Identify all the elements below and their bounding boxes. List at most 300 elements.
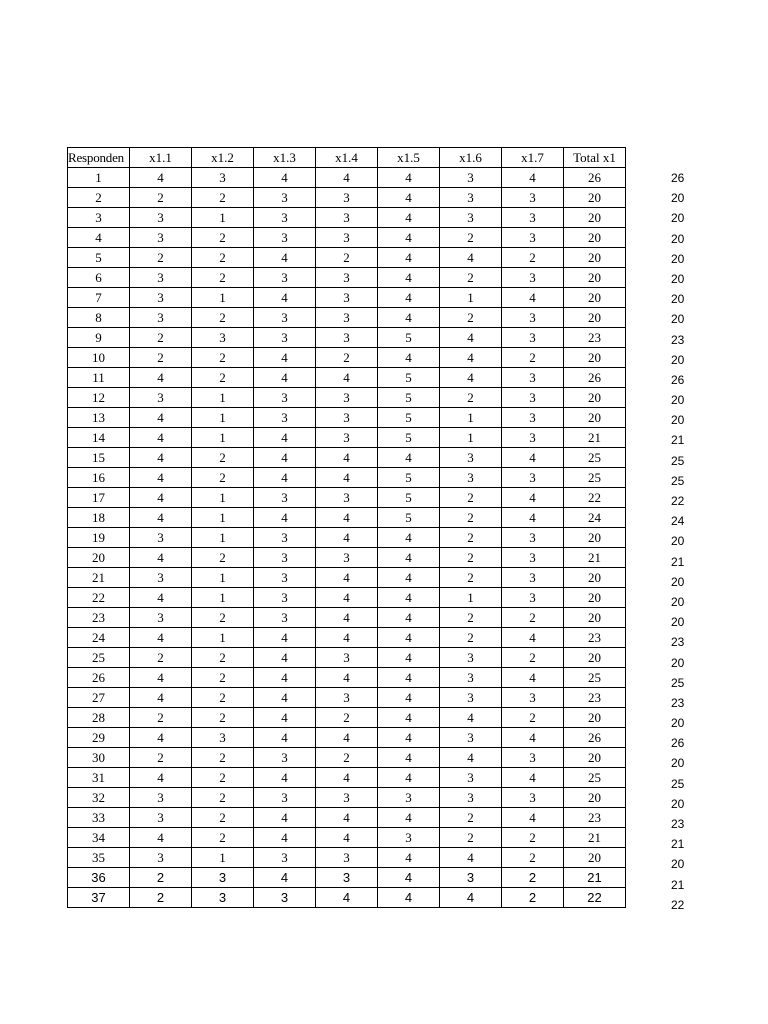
cell-x1-2: 1 (192, 208, 254, 228)
cell-x1-7: 3 (502, 208, 564, 228)
cell-x1-5: 4 (378, 608, 440, 628)
cell-x1-7: 3 (502, 688, 564, 708)
cell-x1-2: 2 (192, 608, 254, 628)
cell-total-x1: 25 (564, 768, 626, 788)
cell-x1-4: 3 (316, 408, 378, 428)
cell-x1-4: 4 (316, 468, 378, 488)
cell-x1-4: 4 (316, 448, 378, 468)
cell-x1-5: 4 (378, 588, 440, 608)
table-row (68, 208, 626, 228)
cell-x1-5: 4 (378, 568, 440, 588)
table-row (68, 268, 626, 288)
cell-x1-2: 2 (192, 248, 254, 268)
table-row (68, 768, 626, 788)
cell-x1-2: 2 (192, 688, 254, 708)
cell-x1-7: 3 (502, 388, 564, 408)
cell-x1-3: 4 (254, 508, 316, 528)
table-row (68, 588, 626, 608)
cell-x1-5: 5 (378, 428, 440, 448)
cell-x1-3: 3 (254, 788, 316, 808)
cell-total-x1: 20 (564, 188, 626, 208)
table-row (68, 528, 626, 548)
cell-x1-7: 3 (502, 368, 564, 388)
cell-x1-3: 4 (254, 648, 316, 668)
table-row (68, 888, 626, 908)
cell-x1-2: 2 (192, 748, 254, 768)
cell-x1-1: 4 (130, 588, 192, 608)
cell-x1-1: 4 (130, 728, 192, 748)
cell-x1-2: 1 (192, 388, 254, 408)
cell-x1-5: 4 (378, 188, 440, 208)
cell-x1-1: 2 (130, 348, 192, 368)
cell-x1-1: 4 (130, 168, 192, 188)
cell-x1-1: 4 (130, 828, 192, 848)
cell-total-x1: 21 (564, 828, 626, 848)
cell-x1-3: 3 (254, 488, 316, 508)
cell-x1-4: 2 (316, 348, 378, 368)
cell-x1-3: 4 (254, 428, 316, 448)
cell-x1-5: 4 (378, 668, 440, 688)
table-row (68, 688, 626, 708)
table-row (68, 748, 626, 768)
cell-x1-1: 4 (130, 548, 192, 568)
cell-x1-1: 3 (130, 228, 192, 248)
cell-total-x1: 21 (564, 428, 626, 448)
cell-x1-3: 4 (254, 368, 316, 388)
cell-x1-6: 2 (440, 488, 502, 508)
cell-x1-2: 1 (192, 628, 254, 648)
header-x1-2: x1.2 (192, 148, 254, 168)
cell-responden: 22 (68, 588, 130, 608)
cell-responden: 23 (68, 608, 130, 628)
cell-x1-5: 4 (378, 308, 440, 328)
cell-x1-2: 2 (192, 448, 254, 468)
cell-responden: 21 (68, 568, 130, 588)
cell-x1-6: 3 (440, 188, 502, 208)
side-total-value: 20 (671, 271, 685, 286)
cell-x1-7: 2 (502, 248, 564, 268)
table-row (68, 708, 626, 728)
cell-x1-4: 4 (316, 888, 378, 908)
cell-x1-3: 3 (254, 328, 316, 348)
cell-x1-2: 1 (192, 568, 254, 588)
header-total-x1: Total x1 (564, 148, 626, 168)
cell-x1-1: 3 (130, 788, 192, 808)
cell-x1-7: 2 (502, 888, 564, 908)
cell-total-x1: 21 (564, 548, 626, 568)
cell-x1-6: 3 (440, 868, 502, 888)
cell-x1-6: 1 (440, 408, 502, 428)
cell-x1-6: 1 (440, 588, 502, 608)
cell-x1-7: 3 (502, 588, 564, 608)
side-total-value: 21 (671, 433, 685, 448)
cell-x1-3: 3 (254, 748, 316, 768)
table-row (68, 508, 626, 528)
cell-x1-7: 3 (502, 428, 564, 448)
cell-x1-2: 1 (192, 288, 254, 308)
cell-x1-6: 3 (440, 688, 502, 708)
header-x1-3: x1.3 (254, 148, 316, 168)
cell-x1-3: 3 (254, 208, 316, 228)
cell-responden: 12 (68, 388, 130, 408)
table-row (68, 468, 626, 488)
cell-x1-1: 2 (130, 888, 192, 908)
cell-x1-5: 4 (378, 268, 440, 288)
cell-total-x1: 20 (564, 648, 626, 668)
cell-x1-4: 4 (316, 808, 378, 828)
cell-x1-1: 3 (130, 388, 192, 408)
side-total-value: 20 (671, 231, 685, 246)
cell-x1-4: 4 (316, 168, 378, 188)
cell-total-x1: 20 (564, 288, 626, 308)
cell-x1-7: 2 (502, 608, 564, 628)
cell-x1-6: 4 (440, 848, 502, 868)
cell-x1-1: 3 (130, 208, 192, 228)
cell-total-x1: 20 (564, 208, 626, 228)
cell-x1-6: 2 (440, 388, 502, 408)
cell-x1-1: 3 (130, 308, 192, 328)
cell-total-x1: 23 (564, 808, 626, 828)
cell-x1-4: 2 (316, 708, 378, 728)
cell-x1-7: 4 (502, 668, 564, 688)
table-row (68, 228, 626, 248)
cell-x1-5: 4 (378, 708, 440, 728)
table-row (68, 448, 626, 468)
cell-x1-1: 3 (130, 808, 192, 828)
cell-x1-3: 3 (254, 568, 316, 588)
cell-x1-5: 3 (378, 788, 440, 808)
cell-x1-7: 4 (502, 488, 564, 508)
cell-x1-1: 4 (130, 628, 192, 648)
cell-x1-4: 4 (316, 528, 378, 548)
cell-x1-6: 2 (440, 268, 502, 288)
cell-x1-6: 3 (440, 168, 502, 188)
table-row (68, 408, 626, 428)
cell-responden: 20 (68, 548, 130, 568)
cell-responden: 18 (68, 508, 130, 528)
side-total-value: 25 (671, 473, 685, 488)
cell-x1-3: 3 (254, 548, 316, 568)
table-row (68, 828, 626, 848)
cell-responden: 19 (68, 528, 130, 548)
cell-x1-4: 3 (316, 868, 378, 888)
side-total-value: 21 (671, 837, 685, 852)
cell-x1-4: 2 (316, 248, 378, 268)
side-total-value: 20 (671, 191, 685, 206)
side-total-value: 20 (671, 534, 685, 549)
cell-x1-4: 3 (316, 308, 378, 328)
cell-x1-1: 4 (130, 428, 192, 448)
cell-x1-1: 4 (130, 688, 192, 708)
table-row (68, 168, 626, 188)
cell-x1-6: 4 (440, 248, 502, 268)
cell-x1-6: 4 (440, 368, 502, 388)
cell-responden: 36 (68, 868, 130, 888)
cell-x1-1: 3 (130, 608, 192, 628)
cell-responden: 32 (68, 788, 130, 808)
cell-x1-7: 3 (502, 228, 564, 248)
cell-x1-2: 2 (192, 828, 254, 848)
cell-responden: 9 (68, 328, 130, 348)
cell-x1-5: 4 (378, 248, 440, 268)
cell-x1-3: 4 (254, 628, 316, 648)
cell-x1-2: 2 (192, 788, 254, 808)
cell-total-x1: 20 (564, 608, 626, 628)
cell-responden: 34 (68, 828, 130, 848)
cell-x1-5: 4 (378, 448, 440, 468)
cell-x1-4: 4 (316, 728, 378, 748)
cell-total-x1: 26 (564, 168, 626, 188)
cell-x1-4: 4 (316, 568, 378, 588)
cell-responden: 4 (68, 228, 130, 248)
side-total-value: 20 (671, 716, 685, 731)
header-x1-1: x1.1 (130, 148, 192, 168)
table-row (68, 788, 626, 808)
cell-x1-2: 3 (192, 868, 254, 888)
cell-x1-1: 2 (130, 328, 192, 348)
cell-x1-7: 3 (502, 528, 564, 548)
cell-x1-4: 3 (316, 488, 378, 508)
cell-x1-4: 3 (316, 228, 378, 248)
cell-x1-6: 3 (440, 668, 502, 688)
cell-responden: 35 (68, 848, 130, 868)
cell-total-x1: 20 (564, 388, 626, 408)
cell-x1-1: 4 (130, 488, 192, 508)
cell-x1-3: 3 (254, 388, 316, 408)
side-total-value: 25 (671, 453, 685, 468)
cell-responden: 5 (68, 248, 130, 268)
cell-x1-3: 4 (254, 768, 316, 788)
side-total-value: 23 (671, 332, 685, 347)
cell-x1-2: 2 (192, 268, 254, 288)
cell-x1-2: 2 (192, 308, 254, 328)
side-total-value: 20 (671, 594, 685, 609)
cell-x1-3: 3 (254, 608, 316, 628)
cell-total-x1: 23 (564, 328, 626, 348)
cell-x1-2: 2 (192, 768, 254, 788)
cell-x1-7: 2 (502, 868, 564, 888)
cell-total-x1: 20 (564, 408, 626, 428)
table-row (68, 608, 626, 628)
cell-responden: 24 (68, 628, 130, 648)
side-total-value: 22 (671, 897, 685, 912)
cell-x1-6: 4 (440, 708, 502, 728)
cell-responden: 27 (68, 688, 130, 708)
cell-x1-2: 3 (192, 168, 254, 188)
cell-x1-3: 4 (254, 668, 316, 688)
cell-x1-7: 2 (502, 828, 564, 848)
cell-x1-5: 4 (378, 168, 440, 188)
cell-total-x1: 20 (564, 788, 626, 808)
cell-x1-2: 1 (192, 428, 254, 448)
table-row (68, 728, 626, 748)
cell-responden: 37 (68, 888, 130, 908)
cell-x1-7: 3 (502, 268, 564, 288)
cell-x1-6: 2 (440, 568, 502, 588)
cell-x1-5: 5 (378, 368, 440, 388)
side-total-value: 20 (671, 292, 685, 307)
cell-x1-3: 4 (254, 708, 316, 728)
cell-responden: 17 (68, 488, 130, 508)
cell-x1-4: 4 (316, 628, 378, 648)
cell-x1-5: 5 (378, 408, 440, 428)
cell-x1-3: 3 (254, 268, 316, 288)
cell-x1-2: 1 (192, 528, 254, 548)
cell-x1-3: 3 (254, 848, 316, 868)
cell-x1-6: 2 (440, 808, 502, 828)
cell-x1-1: 4 (130, 668, 192, 688)
side-total-value: 26 (671, 372, 685, 387)
cell-x1-5: 4 (378, 548, 440, 568)
cell-x1-2: 1 (192, 488, 254, 508)
cell-x1-1: 2 (130, 648, 192, 668)
cell-x1-2: 2 (192, 468, 254, 488)
side-total-value: 21 (671, 554, 685, 569)
side-total-value: 23 (671, 695, 685, 710)
cell-x1-6: 3 (440, 448, 502, 468)
table-row (68, 868, 626, 888)
cell-x1-5: 5 (378, 468, 440, 488)
cell-x1-3: 4 (254, 868, 316, 888)
cell-x1-4: 4 (316, 368, 378, 388)
cell-x1-3: 4 (254, 348, 316, 368)
cell-x1-4: 3 (316, 208, 378, 228)
cell-x1-1: 3 (130, 268, 192, 288)
cell-x1-7: 3 (502, 468, 564, 488)
cell-x1-3: 3 (254, 188, 316, 208)
side-total-value: 23 (671, 817, 685, 831)
cell-x1-2: 2 (192, 548, 254, 568)
table-row (68, 188, 626, 208)
cell-responden: 1 (68, 168, 130, 188)
header-x1-4: x1.4 (316, 148, 378, 168)
cell-x1-1: 4 (130, 408, 192, 428)
cell-x1-5: 3 (378, 828, 440, 848)
cell-responden: 30 (68, 748, 130, 768)
cell-x1-3: 4 (254, 288, 316, 308)
cell-x1-7: 4 (502, 448, 564, 468)
cell-total-x1: 20 (564, 588, 626, 608)
table-row (68, 668, 626, 688)
cell-responden: 31 (68, 768, 130, 788)
table-row (68, 848, 626, 868)
cell-total-x1: 20 (564, 248, 626, 268)
cell-x1-3: 4 (254, 468, 316, 488)
cell-responden: 28 (68, 708, 130, 728)
cell-x1-6: 2 (440, 528, 502, 548)
cell-responden: 33 (68, 808, 130, 828)
cell-x1-2: 2 (192, 228, 254, 248)
cell-x1-1: 2 (130, 188, 192, 208)
cell-x1-6: 2 (440, 828, 502, 848)
cell-x1-3: 4 (254, 448, 316, 468)
cell-total-x1: 20 (564, 348, 626, 368)
cell-total-x1: 23 (564, 628, 626, 648)
side-totals-column (660, 168, 700, 915)
table-row (68, 488, 626, 508)
cell-x1-1: 4 (130, 368, 192, 388)
cell-responden: 15 (68, 448, 130, 468)
cell-x1-1: 3 (130, 528, 192, 548)
cell-x1-2: 2 (192, 348, 254, 368)
cell-x1-1: 2 (130, 868, 192, 888)
header-responden: Responden (68, 148, 130, 168)
side-total-value: 20 (671, 796, 685, 811)
side-total-value: 20 (671, 352, 685, 367)
cell-x1-7: 4 (502, 768, 564, 788)
cell-x1-3: 3 (254, 228, 316, 248)
cell-x1-4: 3 (316, 328, 378, 348)
cell-x1-7: 3 (502, 408, 564, 428)
cell-x1-6: 2 (440, 228, 502, 248)
cell-responden: 6 (68, 268, 130, 288)
cell-x1-7: 2 (502, 648, 564, 668)
cell-x1-6: 3 (440, 208, 502, 228)
side-total-value: 22 (671, 494, 685, 508)
cell-x1-7: 2 (502, 708, 564, 728)
cell-x1-3: 3 (254, 588, 316, 608)
cell-x1-2: 1 (192, 848, 254, 868)
cell-x1-7: 3 (502, 328, 564, 348)
cell-x1-4: 3 (316, 388, 378, 408)
cell-x1-2: 1 (192, 408, 254, 428)
cell-x1-5: 5 (378, 388, 440, 408)
cell-x1-3: 4 (254, 688, 316, 708)
cell-x1-4: 3 (316, 548, 378, 568)
cell-x1-7: 3 (502, 548, 564, 568)
cell-x1-2: 2 (192, 808, 254, 828)
cell-total-x1: 26 (564, 728, 626, 748)
side-total-value: 23 (671, 635, 685, 650)
table-row (68, 328, 626, 348)
cell-x1-6: 1 (440, 288, 502, 308)
cell-x1-5: 4 (378, 648, 440, 668)
cell-x1-3: 3 (254, 408, 316, 428)
cell-x1-5: 4 (378, 728, 440, 748)
cell-x1-2: 2 (192, 368, 254, 388)
cell-x1-1: 4 (130, 508, 192, 528)
cell-x1-3: 3 (254, 888, 316, 908)
table-row (68, 348, 626, 368)
cell-x1-4: 4 (316, 668, 378, 688)
cell-total-x1: 26 (564, 368, 626, 388)
header-x1-7: x1.7 (502, 148, 564, 168)
cell-x1-5: 5 (378, 508, 440, 528)
cell-x1-4: 2 (316, 748, 378, 768)
cell-x1-5: 5 (378, 328, 440, 348)
cell-responden: 29 (68, 728, 130, 748)
cell-responden: 26 (68, 668, 130, 688)
cell-x1-6: 2 (440, 608, 502, 628)
cell-x1-6: 1 (440, 428, 502, 448)
cell-x1-6: 2 (440, 628, 502, 648)
side-total-value: 20 (671, 857, 685, 872)
cell-total-x1: 20 (564, 528, 626, 548)
cell-x1-5: 4 (378, 348, 440, 368)
side-total-value: 20 (671, 251, 685, 266)
cell-x1-3: 4 (254, 248, 316, 268)
cell-x1-4: 3 (316, 848, 378, 868)
cell-x1-2: 3 (192, 888, 254, 908)
side-total-value: 21 (671, 877, 685, 892)
cell-total-x1: 23 (564, 688, 626, 708)
cell-x1-1: 2 (130, 708, 192, 728)
cell-responden: 3 (68, 208, 130, 228)
cell-x1-7: 3 (502, 308, 564, 328)
cell-x1-5: 4 (378, 288, 440, 308)
cell-x1-4: 4 (316, 608, 378, 628)
cell-x1-6: 3 (440, 728, 502, 748)
